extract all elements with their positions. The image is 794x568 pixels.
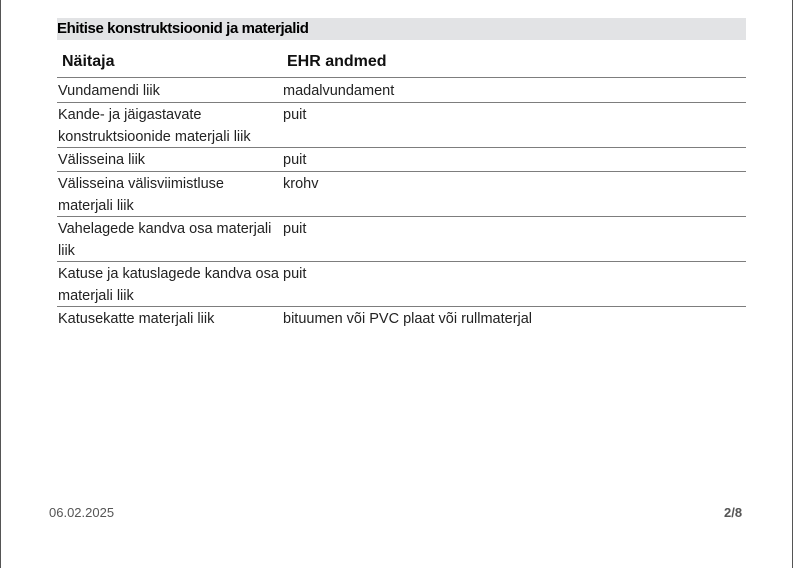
row-label: Katuse ja katuslagede kandva osa materjali liik bbox=[58, 266, 279, 304]
row-value: puit bbox=[283, 107, 307, 123]
footer-date: 06.02.2025 bbox=[49, 505, 115, 520]
column-header-ehr-data: EHR andmed bbox=[287, 53, 387, 70]
row-value: puit bbox=[283, 266, 307, 282]
row-label: Välisseina välisviimistluse materjali liik bbox=[58, 176, 224, 214]
row-value: puit bbox=[283, 221, 307, 237]
row-value: krohv bbox=[283, 176, 319, 192]
row-divider bbox=[57, 306, 746, 307]
section-header bbox=[57, 18, 746, 40]
row-divider bbox=[57, 102, 746, 103]
row-label: Katusekatte materjali liik bbox=[58, 311, 215, 327]
row-divider bbox=[57, 261, 746, 262]
page-number: 2/8 bbox=[724, 505, 743, 520]
section-title: Ehitise konstruktsioonid ja materjalid bbox=[57, 20, 309, 37]
row-value: puit bbox=[283, 152, 307, 168]
header-divider bbox=[57, 77, 746, 78]
row-value: madalvundament bbox=[283, 83, 395, 99]
row-label: Vundamendi liik bbox=[58, 83, 160, 99]
row-divider bbox=[57, 147, 746, 148]
row-divider bbox=[57, 216, 746, 217]
page-border-left bbox=[0, 0, 1, 568]
column-header-indicator: Näitaja bbox=[62, 53, 115, 70]
row-label: Välisseina liik bbox=[58, 152, 146, 168]
page-border-right bbox=[792, 0, 793, 568]
row-label: Vahelagede kandva osa materjali liik bbox=[58, 221, 272, 259]
row-label: Kande- ja jäigastavate konstruktsioonide materjali liik bbox=[58, 107, 251, 145]
row-divider bbox=[57, 171, 746, 172]
row-value: bituumen või PVC plaat või rullmaterjal bbox=[283, 311, 533, 327]
